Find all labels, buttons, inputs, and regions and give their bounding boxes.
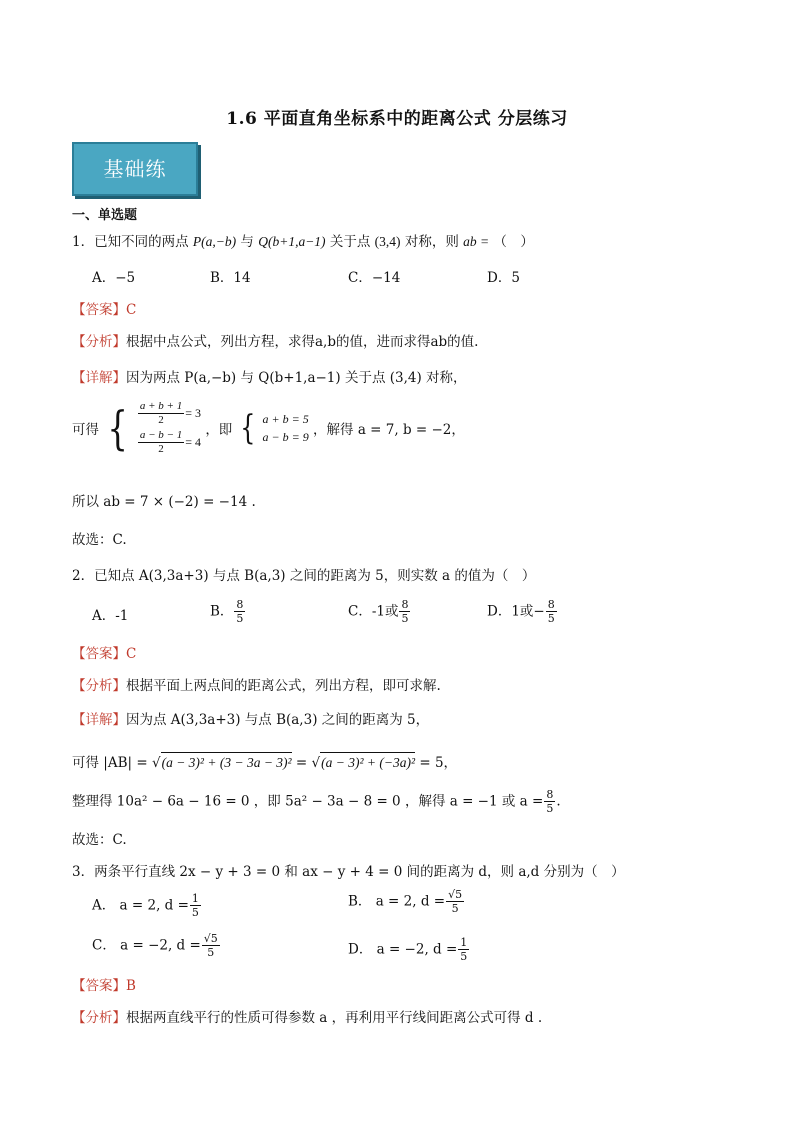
q1-stem-text: 对称，则 [404, 234, 459, 250]
q1-point-q: Q(b+1,a−1) [258, 234, 326, 249]
denominator: 2 [158, 443, 164, 455]
detail-text: = 5， [419, 755, 458, 771]
option-label: C． a = −2, d = [92, 937, 201, 954]
detail-text: 因为两点 P(a,−b) 与 Q(b+1,a−1) 关于点 (3,4) 对称， [126, 370, 467, 386]
q1-answer [72, 300, 136, 320]
equation-rhs: = 3 [185, 406, 202, 420]
denominator: 5 [191, 906, 199, 919]
section-badge: 基础练 [72, 142, 198, 196]
answer-tag: 【答案】 [72, 978, 126, 994]
detail-text: 可得 |AB| = [72, 755, 148, 771]
q2-option-c[interactable] [348, 598, 411, 625]
q1-analysis [72, 332, 478, 352]
q1-stem-text: 关于点 [329, 234, 371, 250]
radicand: (a − 3)² + (−3a)² [320, 752, 415, 773]
document-title: 1.6 平面直角坐标系中的距离公式 分层练习 [226, 109, 568, 129]
q2-option-a[interactable]: A．-1 [92, 608, 129, 624]
detail-tag: 【详解】 [72, 370, 126, 386]
q3-option-d[interactable] [348, 936, 470, 963]
answer-tag: 【答案】 [72, 302, 126, 318]
q1-detail-system [72, 400, 465, 456]
q2-detail-line1 [72, 710, 429, 730]
detail-text: ，解得 a = 7, b = −2， [313, 422, 465, 438]
left-brace: { [107, 401, 129, 455]
numerator: 8 [401, 598, 409, 611]
detail-text: 因为点 A(3,3a+3) 与点 B(a,3) 之间的距离为 5， [126, 712, 430, 728]
q1-option-c[interactable]: C．−14 [348, 270, 401, 286]
q1-stem-text: 1．已知不同的两点 [72, 234, 189, 250]
detail-text: 整理得 10a² − 6a − 16 = 0 ，即 5a² − 3a − 8 = 0 ，解得 a = −1 或 a = [72, 793, 544, 810]
option-label: D． a = −2, d = [348, 941, 458, 958]
option-label: A． a = 2, d = [92, 897, 189, 914]
numerator: a + b + 1 [139, 400, 183, 412]
answer-value: C [126, 302, 137, 318]
q3-option-b[interactable] [348, 888, 465, 915]
q3-option-a[interactable] [92, 892, 202, 919]
analysis-text: 根据平面上两点间的距离公式，列出方程，即可求解. [126, 678, 441, 694]
numerator: √5 [203, 932, 218, 945]
analysis-tag: 【分析】 [72, 334, 126, 350]
q2-choice: 故选：C. [72, 832, 127, 848]
q3-analysis [72, 1008, 542, 1028]
left-brace: { [239, 408, 256, 448]
numerator: 8 [547, 598, 555, 611]
analysis-text: 根据两直线平行的性质可得参数 a ，再利用平行线间距离公式可得 d . [126, 1010, 543, 1026]
equation: a + b = 5 [262, 412, 309, 426]
q1-detail-line3: 所以 ab = 7 × (−2) = −14 . [72, 494, 256, 510]
analysis-tag: 【分析】 [72, 678, 126, 694]
q1-stem-text: （ ） [493, 234, 534, 250]
detail-text: . [556, 793, 561, 810]
option-label: B． [210, 603, 234, 620]
numerator: 8 [546, 788, 554, 801]
answer-value: B [126, 978, 136, 994]
q1-stem [72, 232, 534, 252]
denominator: 5 [207, 946, 215, 959]
equation-system-linear [263, 410, 309, 446]
numerator: a − b − 1 [139, 429, 183, 441]
answer-tag: 【答案】 [72, 646, 126, 662]
q1-option-a[interactable]: A．−5 [92, 270, 136, 286]
q3-answer [72, 976, 136, 996]
detail-text: ，即 [205, 422, 233, 438]
q1-point-p: P(a,−b) [192, 234, 237, 249]
numerator: √5 [448, 888, 463, 901]
radicand: (a − 3)² + (3 − 3a − 3)² [161, 752, 292, 773]
denominator: 5 [460, 950, 468, 963]
equation-rhs: = 4 [185, 435, 202, 449]
sqrt-symbol: √ [311, 755, 321, 771]
denominator: 5 [451, 902, 459, 915]
q1-center-point: (3,4) [374, 234, 401, 249]
answer-value: C [126, 646, 137, 662]
q2-analysis [72, 676, 441, 696]
q3-stem: 3．两条平行直线 2x − y + 3 = 0 和 ax − y + 4 = 0 间的距离为 d，则 a,d 分别为（ ） [72, 864, 625, 880]
denominator: 2 [158, 414, 164, 426]
analysis-text: 根据中点公式，列出方程，求得a,b的值，进而求得ab的值. [126, 334, 479, 350]
q1-product: ab = [463, 234, 490, 249]
option-label: C．-1或 [348, 603, 399, 620]
numerator: 8 [236, 598, 244, 611]
q1-detail-line1 [72, 368, 467, 388]
detail-text: 可得 [72, 422, 99, 438]
q2-stem: 2．已知点 A(3,3a+3) 与点 B(a,3) 之间的距离为 5，则实数 a 的值为（ ） [72, 568, 536, 584]
q1-choice: 故选：C. [72, 532, 127, 548]
numerator: 1 [191, 892, 199, 905]
denominator: 5 [236, 612, 244, 625]
q2-option-d[interactable] [487, 598, 558, 625]
numerator: 1 [460, 936, 468, 949]
q1-option-b[interactable]: B．14 [210, 270, 251, 286]
sqrt-symbol: √ [151, 755, 161, 771]
option-label: D．1或− [487, 603, 545, 620]
q2-answer [72, 644, 136, 664]
analysis-tag: 【分析】 [72, 1010, 126, 1026]
q1-option-d[interactable]: D．5 [487, 270, 520, 286]
q2-detail-line2 [72, 752, 457, 773]
denominator: 5 [547, 612, 555, 625]
q1-stem-text: 与 [240, 234, 254, 250]
detail-tag: 【详解】 [72, 712, 126, 728]
denominator: 5 [546, 802, 554, 815]
q3-option-c[interactable] [92, 932, 221, 959]
q2-detail-line3 [72, 788, 561, 815]
equation-system-fractions [137, 400, 201, 456]
denominator: 5 [401, 612, 409, 625]
section-heading: 一、单选题 [72, 208, 138, 223]
equals-sign: = [295, 755, 308, 771]
equation: a − b = 9 [262, 430, 309, 444]
option-label: B． a = 2, d = [348, 893, 446, 910]
q2-option-b[interactable] [210, 598, 246, 625]
